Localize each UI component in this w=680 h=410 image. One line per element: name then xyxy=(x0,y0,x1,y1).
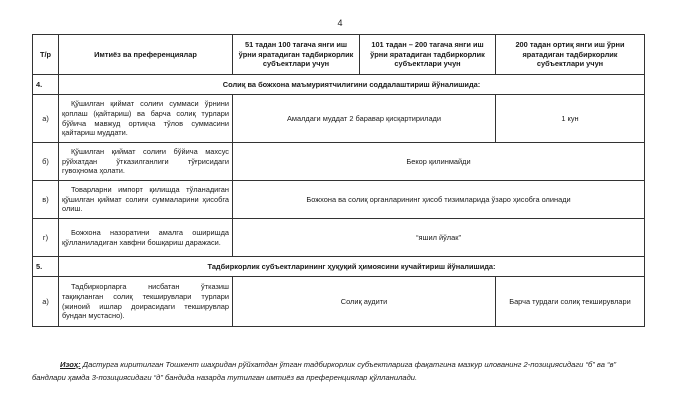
table-row xyxy=(33,219,645,257)
row-letter: б) xyxy=(33,143,59,181)
row-description: Божхона назоратини амалга оширишда қўлланиладиган хавфни бошқариш даражаси. xyxy=(59,219,233,257)
footnote xyxy=(32,358,644,385)
row-value: Амалдаги муддат 2 баравар қисқартирилади xyxy=(233,95,496,143)
row-letter: в) xyxy=(33,181,59,219)
row-value: Божхона ва солиқ органларининг ҳисоб тизимларида ўзаро ҳисобга олинади xyxy=(233,181,645,219)
table-row xyxy=(33,277,645,327)
row-description: Тадбиркорларга нисбатан ўтказиш тақиқланган солиқ текширувлари турлари (жиноий ишлар доирасидаги текширувлар бундан мустасно). xyxy=(59,277,233,327)
table-header-row xyxy=(33,35,645,75)
footnote-label: Изоҳ: xyxy=(60,360,81,369)
section-title: Солиқ ва божхона маъмуриятчилигини соддалаштириш йўналишида: xyxy=(59,75,645,95)
row-value: Бекор қилинмайди xyxy=(233,143,645,181)
row-description: Товарларни импорт қилишда тўланадиган қўшилган қиймат солиғи суммаларини ҳисобга олиш. xyxy=(59,181,233,219)
header-number: Т/р xyxy=(33,35,59,75)
header-51-100: 51 тадан 100 тагача янги иш ўрни яратадиган тадбиркорлик субъектлари учун xyxy=(233,35,360,75)
section-number: 5. xyxy=(33,257,59,277)
row-value-last: 1 кун xyxy=(496,95,645,143)
row-value: Солиқ аудити xyxy=(233,277,496,327)
section-4-row xyxy=(33,75,645,95)
table-row xyxy=(33,181,645,219)
table-row xyxy=(33,143,645,181)
row-description: Қўшилган қиймат солиғи суммаси ўрнини қоплаш (қайтариш) ва барча солиқ турлари бўйича мавжуд ортиқча тўлов суммасини қайтариш муддати. xyxy=(59,95,233,143)
benefits-table xyxy=(32,34,645,327)
section-title: Тадбиркорлик субъектларининг ҳуқуқий ҳимоясини кучайтириш йўналишида: xyxy=(59,257,645,277)
row-letter: а) xyxy=(33,95,59,143)
row-letter: а) xyxy=(33,277,59,327)
header-101-200: 101 тадан – 200 тагача янги иш ўрни яратадиган тадбиркорлик субъектлари учун xyxy=(360,35,496,75)
header-benefits: Имтиёз ва преференциялар xyxy=(59,35,233,75)
header-200-plus: 200 тадан ортиқ янги иш ўрни яратадиган тадбиркорлик субъектлари учун xyxy=(496,35,645,75)
section-5-row xyxy=(33,257,645,277)
page-number: 4 xyxy=(337,18,343,28)
row-description: Қўшилган қиймат солиғи бўйича махсус рўйхатдан ўтказилганлиги тўғрисидаги гувоҳнома ҳолати. xyxy=(59,143,233,181)
row-value-last: Барча турдаги солиқ текширувлари xyxy=(496,277,645,327)
footnote-text: Дастурга киритилган Тошкент шаҳридан рўйхатдан ўтган тадбиркорлик субъектларига фақатгина мазкур илованинг 2-позициясидаги “б” ва “в” бандлари ҳамда 3-позициясидаги “д” бандида назарда тутилган имтиёз ва преференциялар қўлланилади. xyxy=(32,360,617,383)
row-letter: г) xyxy=(33,219,59,257)
row-value: “яшил йўлак” xyxy=(233,219,645,257)
section-number: 4. xyxy=(33,75,59,95)
table-row xyxy=(33,95,645,143)
